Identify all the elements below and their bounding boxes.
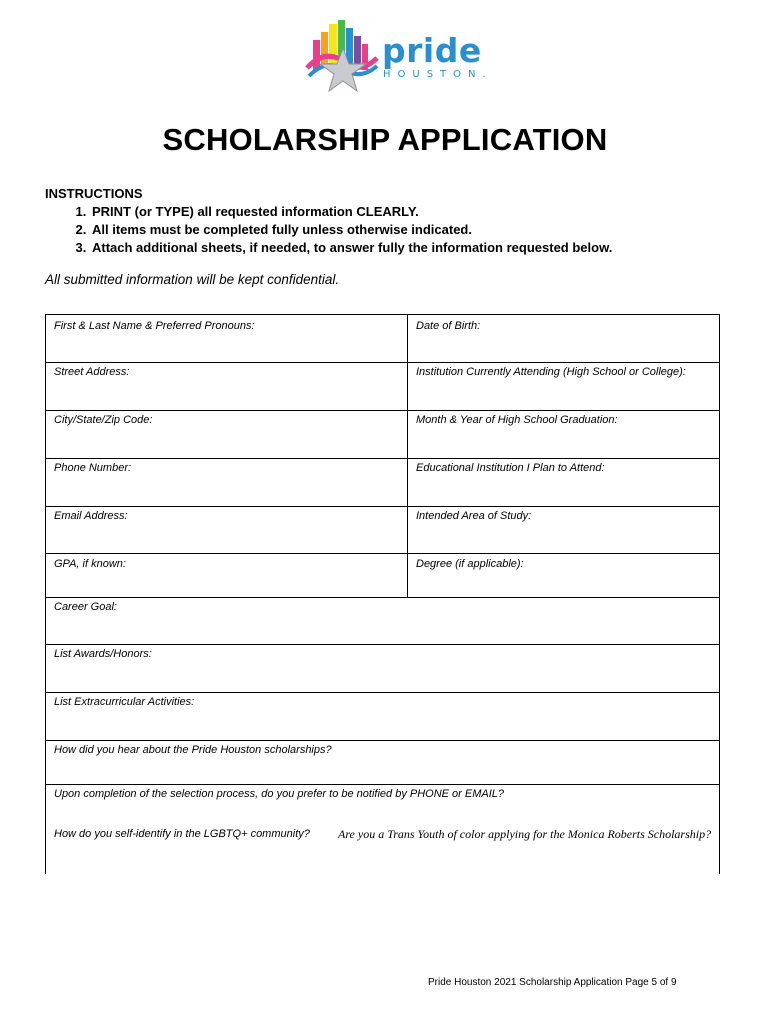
email-address-field[interactable]: Email Address: bbox=[54, 510, 128, 522]
instructions-list bbox=[45, 203, 612, 257]
instructions-heading: INSTRUCTIONS bbox=[45, 186, 143, 201]
instruction-item: 2. All items must be completed fully unless otherwise indicated. bbox=[90, 221, 612, 239]
column-divider bbox=[407, 315, 408, 597]
row-divider bbox=[46, 362, 719, 363]
confidential-note: All submitted information will be kept confidential. bbox=[45, 272, 340, 287]
city-state-zip-field[interactable]: City/State/Zip Code: bbox=[54, 414, 153, 426]
trans-youth-scholarship-field[interactable]: Are you a Trans Youth of color applying for the Monica Roberts Scholarship? bbox=[338, 827, 712, 841]
row-divider bbox=[46, 458, 719, 459]
degree-field[interactable]: Degree (if applicable): bbox=[416, 558, 524, 570]
phone-number-field[interactable]: Phone Number: bbox=[54, 462, 132, 474]
pride-houston-logo bbox=[305, 18, 493, 100]
row-divider bbox=[46, 644, 719, 645]
current-institution-field[interactable]: Institution Currently Attending (High School or College): bbox=[416, 366, 686, 378]
instruction-item: 3. Attach additional sheets, if needed, to answer fully the information requested below. bbox=[90, 239, 612, 257]
row-divider bbox=[46, 784, 719, 785]
logo-subtitle: HOUSTON. bbox=[383, 69, 493, 80]
row-divider bbox=[46, 553, 719, 554]
row-divider bbox=[46, 692, 719, 693]
career-goal-field[interactable]: Career Goal: bbox=[54, 601, 117, 613]
logo-wordmark: pride bbox=[382, 31, 482, 70]
planned-institution-field[interactable]: Educational Institution I Plan to Attend: bbox=[416, 462, 605, 474]
application-form bbox=[45, 314, 720, 874]
rainbow-star-icon bbox=[305, 18, 381, 100]
row-divider bbox=[46, 506, 719, 507]
instructions bbox=[45, 185, 612, 257]
notification-preference-field[interactable]: Upon completion of the selection process, do you prefer to be notified by PHONE or EMAIL? bbox=[54, 788, 505, 800]
referral-source-field[interactable]: How did you hear about the Pride Houston scholarships? bbox=[54, 744, 332, 756]
date-of-birth-field[interactable]: Date of Birth: bbox=[416, 320, 481, 332]
extracurricular-field[interactable]: List Extracurricular Activities: bbox=[54, 696, 195, 708]
awards-honors-field[interactable]: List Awards/Honors: bbox=[54, 648, 152, 660]
self-identify-field[interactable]: How do you self-identify in the LGBTQ+ community? bbox=[54, 828, 310, 840]
area-of-study-field[interactable]: Intended Area of Study: bbox=[416, 510, 532, 522]
page-footer: Pride Houston 2021 Scholarship Application Page 5 of 9 bbox=[428, 977, 677, 988]
page-title: SCHOLARSHIP APPLICATION bbox=[162, 122, 608, 157]
graduation-date-field[interactable]: Month & Year of High School Graduation: bbox=[416, 414, 618, 426]
street-address-field[interactable]: Street Address: bbox=[54, 366, 130, 378]
row-divider bbox=[46, 597, 719, 598]
name-field[interactable]: First & Last Name & Preferred Pronouns: bbox=[54, 320, 255, 332]
row-divider bbox=[46, 740, 719, 741]
row-divider bbox=[46, 410, 719, 411]
gpa-field[interactable]: GPA, if known: bbox=[54, 558, 126, 570]
instruction-item: 1. PRINT (or TYPE) all requested information CLEARLY. bbox=[90, 203, 612, 221]
